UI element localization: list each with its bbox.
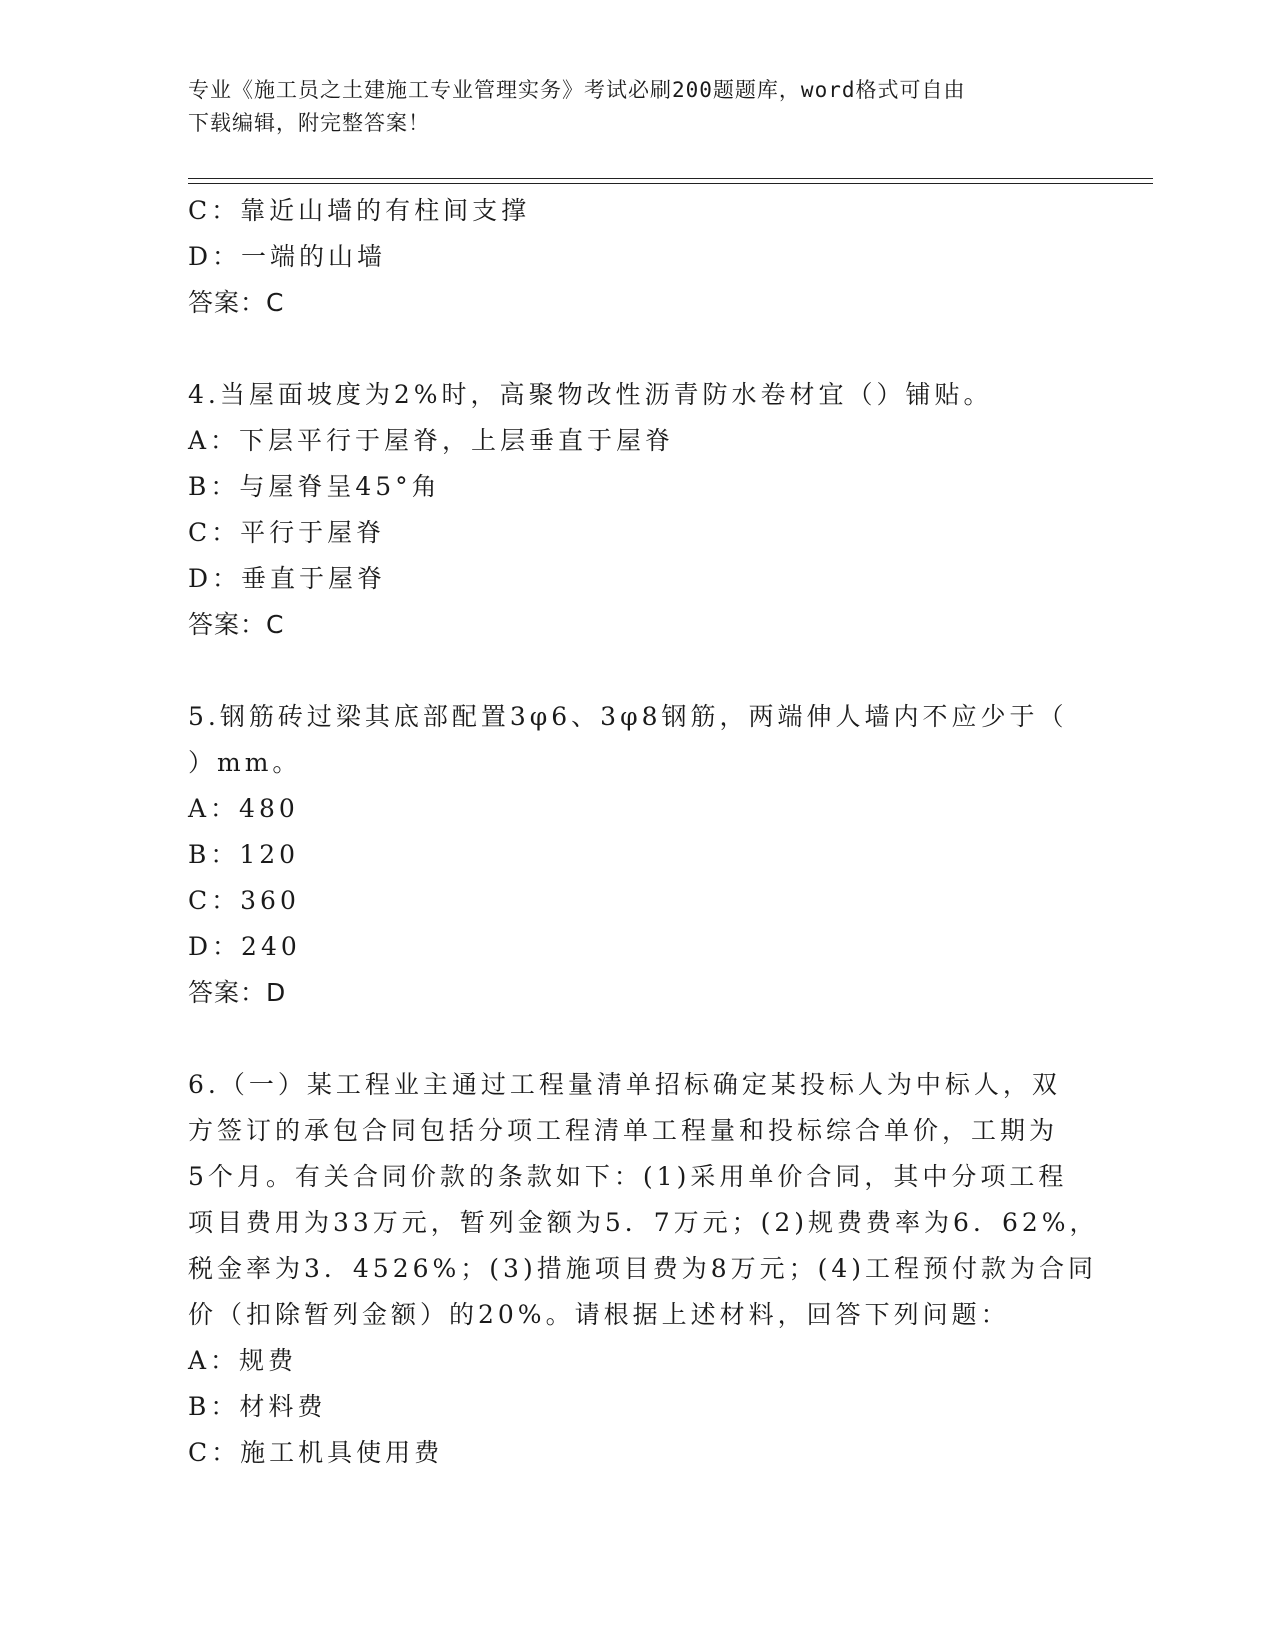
- question-stem-line-4: 项目费用为33万元，暂列金额为5．7万元；(2)规费费率为6．62%，: [188, 1208, 1099, 1237]
- option-c: C：360: [188, 886, 300, 915]
- option-b: B：材料费: [188, 1392, 327, 1421]
- question-3-tail: [188, 188, 1068, 326]
- document-header: [188, 74, 1068, 140]
- question-stem-line-3: 5个月。有关合同价款的条款如下：(1)采用单价合同，其中分项工程: [188, 1162, 1068, 1191]
- option-b: B：120: [188, 840, 300, 869]
- question-stem-line-1: 6.（一）某工程业主通过工程量清单招标确定某投标人为中标人，双: [188, 1070, 1061, 1099]
- option-b: B：与屋脊呈45°角: [188, 472, 441, 501]
- option-a: A：下层平行于屋脊，上层垂直于屋脊: [188, 426, 675, 455]
- header-divider-top: [188, 178, 1153, 179]
- question-stem: 4.当屋面坡度为2%时，高聚物改性沥青防水卷材宜（）铺贴。: [188, 380, 993, 409]
- spacer: [188, 648, 1068, 694]
- option-a: A：规费: [188, 1346, 298, 1375]
- spacer: [188, 326, 1068, 372]
- question-5: [188, 694, 1068, 1016]
- spacer: [188, 1016, 1068, 1062]
- question-6: [188, 1062, 1099, 1476]
- answer-line: 答案：D: [188, 978, 287, 1007]
- header-line-1: 专业《施工员之土建施工专业管理实务》考试必刷200题题库，word格式可自由: [188, 78, 966, 102]
- question-stem-line-5: 税金率为3．4526%；(3)措施项目费为8万元；(4)工程预付款为合同: [188, 1254, 1098, 1283]
- answer-line: 答案：C: [188, 610, 285, 639]
- question-stem-line-2: ）mm。: [188, 748, 302, 777]
- option-d: D：垂直于屋脊: [188, 564, 387, 593]
- header-divider-bottom: [188, 183, 1153, 184]
- question-stem-line-1: 5.钢筋砖过梁其底部配置3φ6、3φ8钢筋，两端伸人墙内不应少于（: [188, 702, 1068, 731]
- option-c: C：靠近山墙的有柱间支撑: [188, 196, 531, 225]
- question-4: [188, 372, 1068, 648]
- option-c: C：施工机具使用费: [188, 1438, 444, 1467]
- question-list: [188, 188, 1099, 1476]
- option-d: D：240: [188, 932, 301, 961]
- answer-line: 答案：C: [188, 288, 285, 317]
- option-c: C：平行于屋脊: [188, 518, 386, 547]
- header-line-2: 下载编辑，附完整答案！: [188, 111, 430, 135]
- question-stem-line-2: 方签订的承包合同包括分项工程清单工程量和投标综合单价，工期为: [188, 1116, 1059, 1145]
- option-d: D：一端的山墙: [188, 242, 387, 271]
- question-stem-line-6: 价（扣除暂列金额）的20%。请根据上述材料，回答下列问题：: [188, 1300, 1010, 1329]
- option-a: A：480: [188, 794, 299, 823]
